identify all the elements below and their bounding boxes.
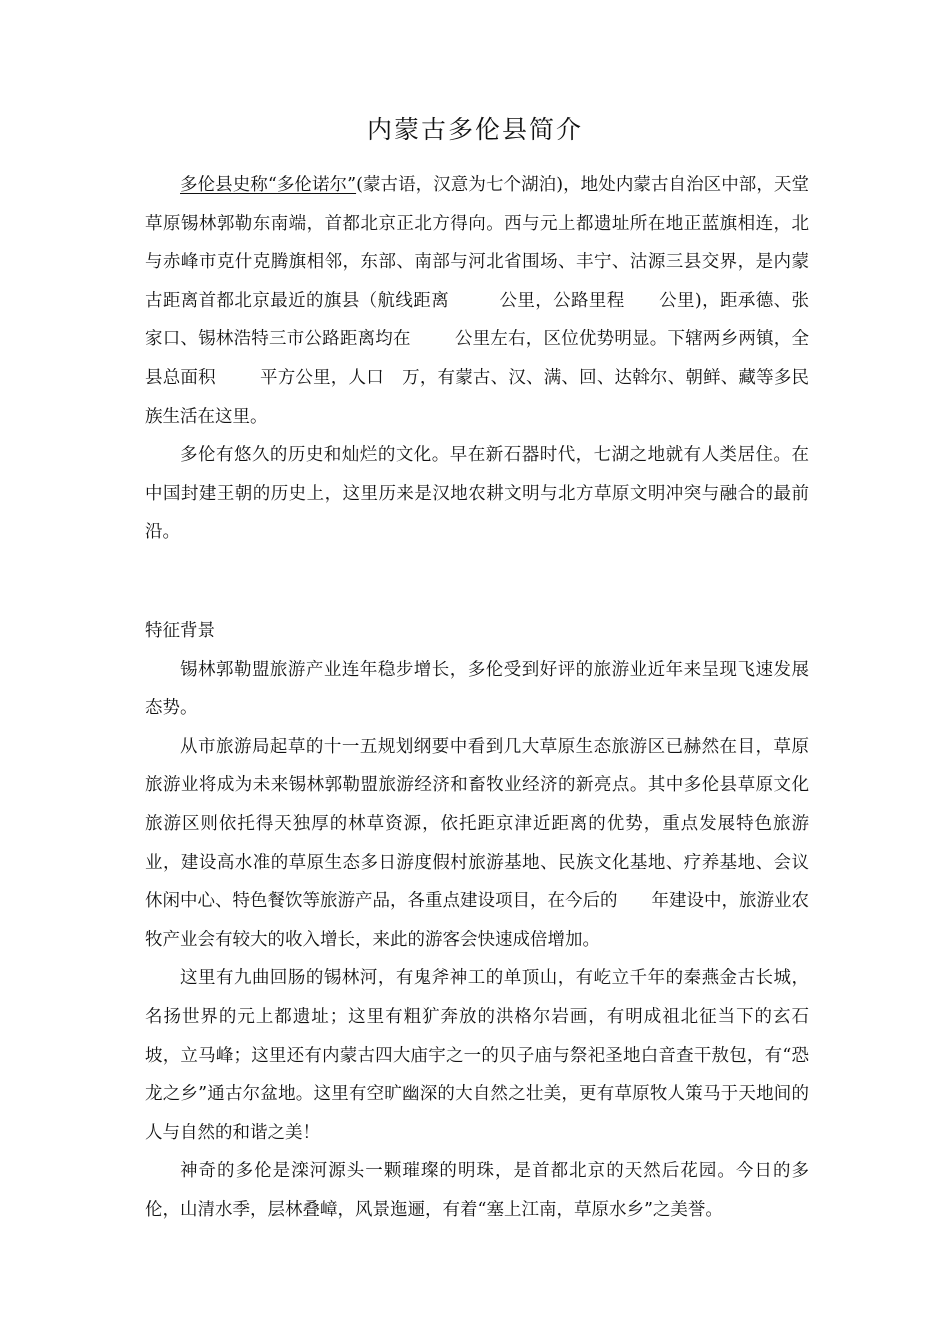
intro-paragraph-2: 多伦有悠久的历史和灿烂的文化。早在新石器时代，七湖之地就有人类居住。在中国封建王朝的历史上，这里历来是汉地农耕文明与北方草原文明冲突与融合的最前沿。 xyxy=(145,445,809,543)
section-paragraph-2: 从市旅游局起草的十一五规划纲要中看到几大草原生态旅游区已赫然在目，草原旅游业将成为未来锡林郭勒盟旅游经济和畜牧业经济的新亮点。其中多伦县草原文化旅游区则依托得天独厚的林草资源，依托距京津近距离的优势，重点发展特色旅游业，建设高水准的草原生态多日游度假村旅游基地、民族文化基地、疗养基地、会议休闲中心、特色餐饮等旅游产品，各重点建设项目，在今后的 年建设中，旅游业农牧产业会有较大的收入增长，来此的游客会快速成倍增加。 xyxy=(145,736,809,950)
historical-name: 多伦县史称“多伦诺尔” xyxy=(180,175,357,195)
section-heading: 特征背景 xyxy=(145,621,215,641)
section-paragraph-4: 神奇的多伦是滦河源头一颗璀璨的明珠，是首都北京的天然后花园。今日的多伦，山清水季，层林叠嶂，风景迤逦，有着“塞上江南，草原水乡”之美誉。 xyxy=(145,1161,809,1220)
intro-paragraph-1: 多伦县史称“多伦诺尔”(蒙古语，汉意为七个湖泊)，地处内蒙古自治区中部，天堂草原锡林郭勒东南端，首都北京正北方得向。西与元上都遗址所在地正蓝旗相连，北与赤峰市克什克腾旗相邻，东部、南部与河北省围场、丰宁、沽源三县交界，是内蒙古距离首都北京最近的旗县（航线距离 公里，公路里程 公里)，距承德、张家口、锡林浩特三市公路距离均在 公里左右，区位优势明显。下辖两乡两镇，全县总面积 平方公里，人口 万，有蒙古、汉、满、回、达斡尔、朝鲜、藏等多民族生活在这里。 xyxy=(145,175,810,427)
section-paragraph-3: 这里有九曲回肠的锡林河，有鬼斧神工的单顶山，有屹立千年的秦燕金古长城，名扬世界的元上都遗址；这里有粗犷奔放的洪格尔岩画，有明成祖北征当下的玄石坡，立马峰；这里还有内蒙古四大庙宇之一的贝子庙与祭祀圣地白音查干敖包，有“恐龙之乡”通古尔盆地。这里有空旷幽深的大自然之壮美，更有草原牧人策马于天地间的人与自然的和谐之美！ xyxy=(145,968,809,1143)
document-title: 内蒙古多伦县简介 xyxy=(366,115,583,144)
intro-block xyxy=(145,166,809,552)
feature-background-section xyxy=(145,612,809,1230)
section-paragraph-1: 锡林郭勒盟旅游产业连年稳步增长，多伦受到好评的旅游业近年来呈现飞速发展态势。 xyxy=(145,659,809,719)
